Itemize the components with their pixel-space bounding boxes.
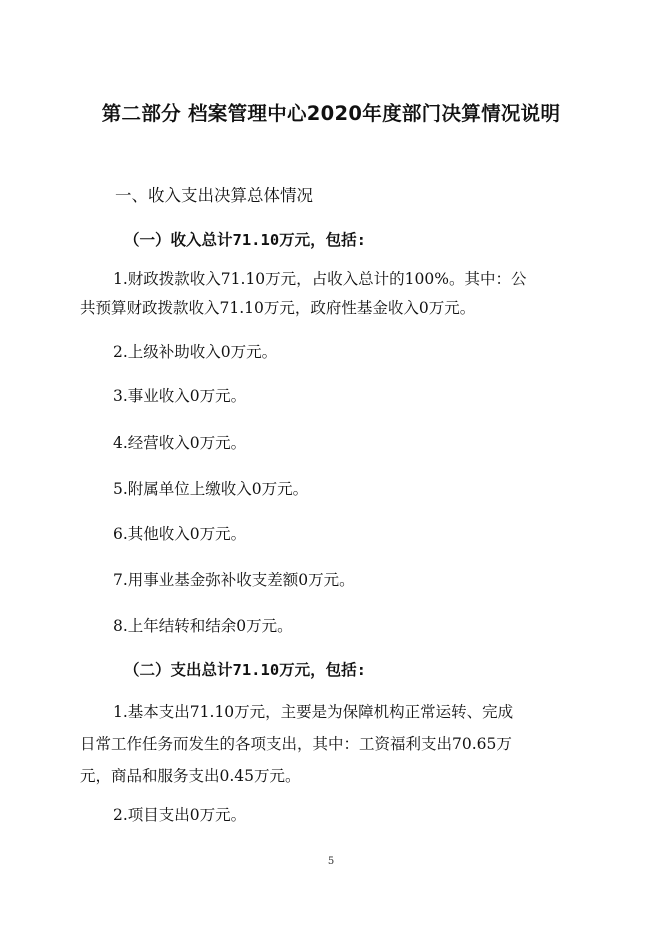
income-item-6: 6.其他收入0万元。 [113, 525, 247, 543]
expenditure-heading: （二）支出总计71.10万元，包括: [124, 661, 366, 679]
income-item-2: 2.上级补助收入0万元。 [113, 343, 278, 361]
income-item-1-line-2: 共预算财政拨款收入71.10万元，政府性基金收入0万元。 [80, 299, 476, 317]
expenditure-item-1-line-1: 1.基本支出71.10万元，主要是为保障机构正常运转、完成 [113, 703, 514, 721]
income-item-7: 7.用事业基金弥补收支差额0万元。 [113, 571, 355, 589]
expenditure-item-2: 2.项目支出0万元。 [113, 806, 247, 824]
expenditure-item-1-line-2: 日常工作任务而发生的各项支出，其中：工资福利支出70.65万 [80, 735, 512, 753]
expenditure-item-1-line-3: 元，商品和服务支出0.45万元。 [80, 767, 301, 785]
page-number: 5 [327, 856, 335, 867]
income-item-3: 3.事业收入0万元。 [113, 387, 247, 405]
section-heading: 一、收入支出决算总体情况 [115, 186, 313, 205]
income-item-4: 4.经营收入0万元。 [113, 434, 247, 452]
income-heading: （一）收入总计71.10万元，包括: [124, 231, 366, 249]
income-item-5: 5.附属单位上缴收入0万元。 [113, 480, 309, 498]
income-item-8: 8.上年结转和结余0万元。 [113, 617, 293, 635]
document-title: 第二部分 档案管理中心2020年度部门决算情况说明 [101, 102, 561, 125]
income-item-1-line-1: 1.财政拨款收入71.10万元，占收入总计的100%。其中：公 [113, 270, 527, 288]
